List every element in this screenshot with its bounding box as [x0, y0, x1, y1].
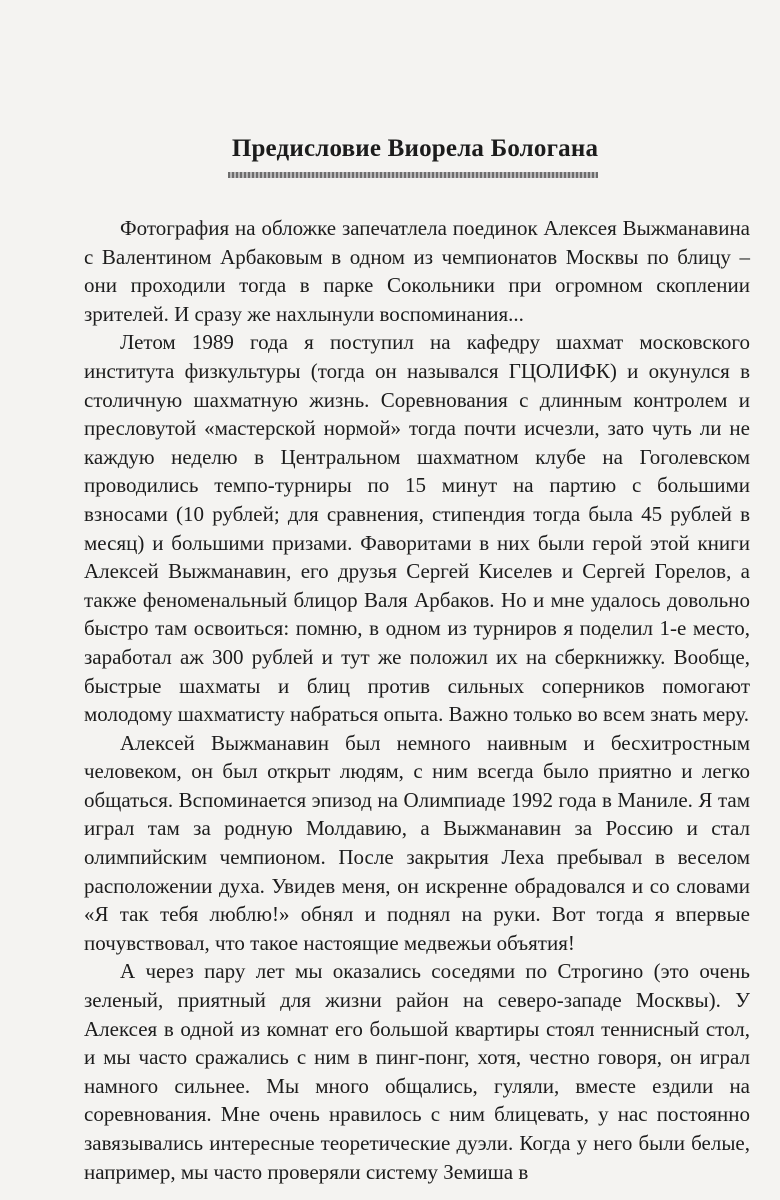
page-title: Предисловие Виорела Бологана: [231, 135, 599, 162]
body-text: [84, 214, 750, 1186]
paragraph: Летом 1989 года я поступил на кафедру шахмат московского института физкультуры (тогда он назывался ГЦОЛИФК) и окунулся в столичную шахматную жизнь. Соревнования с длинным контролем и пресловутой «мастерской нормой» тогда почти исчезли, зато чуть ли не каждую неделю в Центральном шахматном клубе на Гоголевском проводились темпо-турниры по 15 минут на партию с большими взносами (10 рублей; для сравнения, стипендия тогда была 45 рублей в месяц) и большими призами. Фаворитами в них были герой этой книги Алексей Выжманавин, его друзья Сергей Киселев и Сергей Горелов, а также феноменальный блицор Валя Арбаков. Но и мне удалось довольно быстро там освоиться: помню, в одном из турниров я поделил 1-е место, заработал аж 300 рублей и тут же положил их на сберкнижку. Вообще, быстрые шахматы и блиц против сильных соперников помогают молодому шахматисту набраться опыта. Важно только во всем знать меру.: [84, 330, 750, 727]
paragraph: Фотография на обложке запечатлела поединок Алексея Выжманавина с Валентином Арбаковым в одном из чемпионатов Москвы по блицу – они проходили тогда в парке Сокольники при огромном скоплении зрителей. И сразу же нахлынули воспоминания...: [84, 216, 750, 326]
paragraph: А через пару лет мы оказались соседями по Строгино (это очень зеленый, приятный для жизни район на северо-западе Москвы). У Алексея в одной из комнат его большой квартиры стоял теннисный стол, и мы часто сражались с ним в пинг-понг, хотя, честно говоря, он играл намного сильнее. Мы много общались, гуляли, вместе ездили на соревнования. Мне очень нравилось с ним блицевать, у нас постоянно завязывались интересные теоретические дуэли. Когда у него были белые, например, мы часто проверяли систему Земиша в: [84, 959, 750, 1184]
title-underline: [228, 172, 598, 178]
paragraph: Алексей Выжманавин был немного наивным и бесхитростным человеком, он был открыт людям, с ним всегда было приятно и легко общаться. Вспоминается эпизод на Олимпиаде 1992 года в Маниле. Я там играл там за родную Молдавию, а Выжманавин за Россию и стал олимпийским чемпионом. После закрытия Леха пребывал в веселом расположении духа. Увидев меня, он искренне обрадовался и со словами «Я так тебя люблю!» обнял и поднял на руки. Вот тогда я впервые почувствовал, что такое настоящие медвежьи объятия!: [84, 730, 750, 955]
